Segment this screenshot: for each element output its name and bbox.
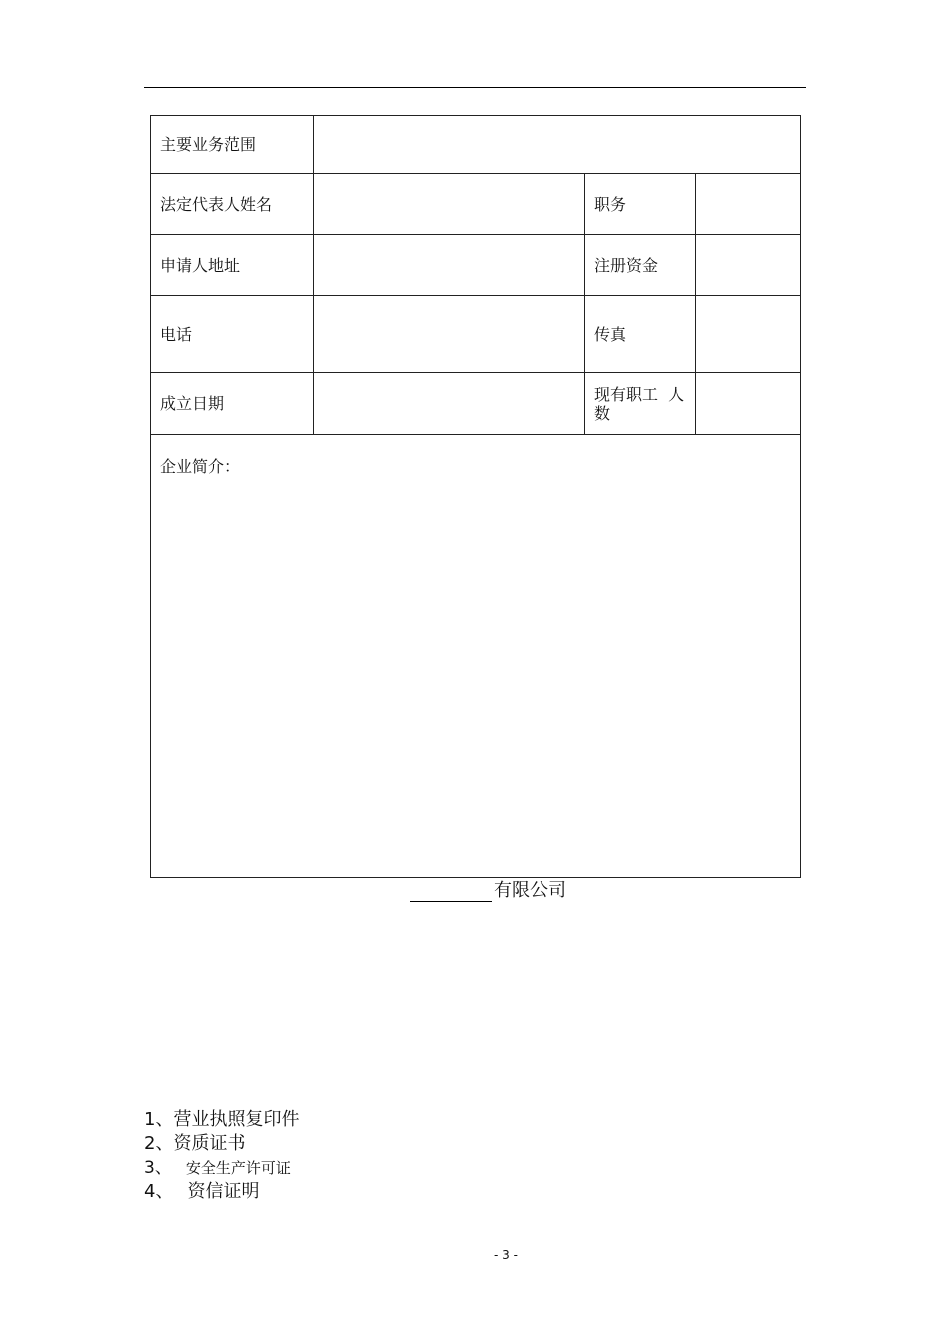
reg-capital-label: 注册资金 [585,235,696,296]
attachment-text: 安全生产许可证 [185,1159,291,1177]
row-business-scope [151,116,801,174]
attachment-text: 营业执照复印件 [173,1109,300,1130]
position-label: 职务 [585,174,696,235]
attachment-item [144,1108,299,1132]
staff-count-field[interactable] [696,373,801,435]
phone-label: 电话 [151,296,314,373]
address-field[interactable] [314,235,585,296]
application-form-table [150,115,801,878]
row-address [151,235,801,296]
position-field[interactable] [696,174,801,235]
legal-rep-field[interactable] [314,174,585,235]
attachment-text: 资信证明 [187,1181,260,1202]
attachment-number: 3、 [144,1158,172,1178]
company-name-line [410,876,566,902]
company-suffix: 有限公司 [494,880,566,901]
row-founded [151,373,801,435]
header-rule [144,87,806,88]
legal-rep-label: 法定代表人姓名 [151,174,314,235]
row-intro [151,435,801,878]
attachment-number: 2、 [144,1133,174,1154]
reg-capital-field[interactable] [696,235,801,296]
company-name-blank[interactable] [410,882,492,902]
founded-label: 成立日期 [151,373,314,435]
page-number: - 3 - [494,1248,518,1262]
fax-field[interactable] [696,296,801,373]
founded-field[interactable] [314,373,585,435]
staff-count-label-line1: 现有职工 人 [594,384,685,404]
attachment-item [144,1156,299,1180]
staff-count-label [585,373,696,435]
business-scope-label: 主要业务范围 [151,116,314,174]
attachment-number: 4、 [144,1181,174,1202]
intro-cell[interactable] [151,435,801,878]
attachment-item [144,1180,299,1204]
business-scope-field[interactable] [314,116,801,174]
intro-label: 企业简介： [160,457,241,476]
row-legal-rep [151,174,801,235]
fax-label: 传真 [585,296,696,373]
row-phone [151,296,801,373]
attachment-item [144,1132,299,1156]
phone-field[interactable] [314,296,585,373]
attachment-number: 1、 [144,1109,174,1130]
attachment-text: 资质证书 [173,1133,246,1154]
attachment-list [144,1108,299,1204]
address-label: 申请人地址 [151,235,314,296]
staff-count-label-line2: 数 [594,403,611,423]
